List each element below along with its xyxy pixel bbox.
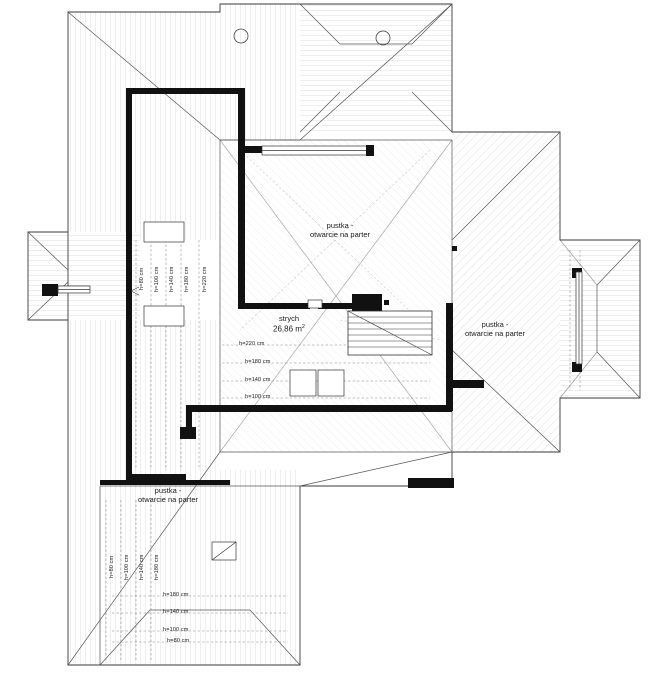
room-label-void-right — [452, 321, 538, 338]
room-label-attic — [258, 315, 320, 333]
dim-label-h-220: h=220 cm — [239, 341, 265, 347]
dim-label-h2-180: h=180 cm — [163, 592, 189, 598]
dim-label-v2-h80: h=80 cm — [109, 555, 115, 578]
dim-label-v-h80: h=80 cm — [139, 267, 145, 290]
room-label-void-top-line2: otwarcie na parter — [309, 229, 371, 239]
room-label-void-bottom — [120, 487, 216, 504]
dim-label-h-140: h=140 cm — [245, 377, 271, 383]
dim-label-h2-80: h=80 cm — [167, 638, 190, 644]
dim-label-h2-140: h=140 cm — [163, 609, 189, 615]
dim-label-h-80: h=80 cm — [245, 406, 268, 412]
room-label-void-top — [297, 222, 383, 239]
dim-label-h2-100: h=100 cm — [163, 627, 189, 633]
dim-label-h-180: h=180 cm — [245, 359, 271, 365]
dim-label-v-h180: h=180 cm — [184, 266, 190, 292]
dim-label-v-h140: h=140 cm — [169, 266, 175, 292]
room-label-attic-name: strych — [278, 314, 299, 323]
room-label-attic-area-unit: 2 — [301, 323, 305, 330]
room-label-attic-area-value: 26,86 m — [273, 324, 302, 334]
room-label-void-right-line1: pustka - — [481, 320, 509, 329]
room-label-void-bottom-line1: pustka - — [154, 486, 182, 495]
room-label-void-bottom-line2: otwarcie na parter — [137, 494, 199, 504]
dim-label-v2-h140: h=140 cm — [139, 554, 145, 580]
room-label-void-top-line1: pustka - — [326, 221, 354, 230]
dim-label-h-100: h=100 cm — [245, 394, 271, 400]
roof-hatch-panels — [28, 4, 640, 665]
room-label-void-right-line2: otwarcie na parter — [464, 328, 526, 338]
dim-label-v-h100: h=100 cm — [154, 266, 160, 292]
dim-label-v2-h100: h=100 cm — [124, 554, 130, 580]
dim-label-v2-h180: h=180 cm — [154, 554, 160, 580]
staircase — [348, 311, 432, 355]
room-label-attic-area — [258, 324, 320, 334]
dim-label-v-h220: h=220 cm — [202, 266, 208, 292]
